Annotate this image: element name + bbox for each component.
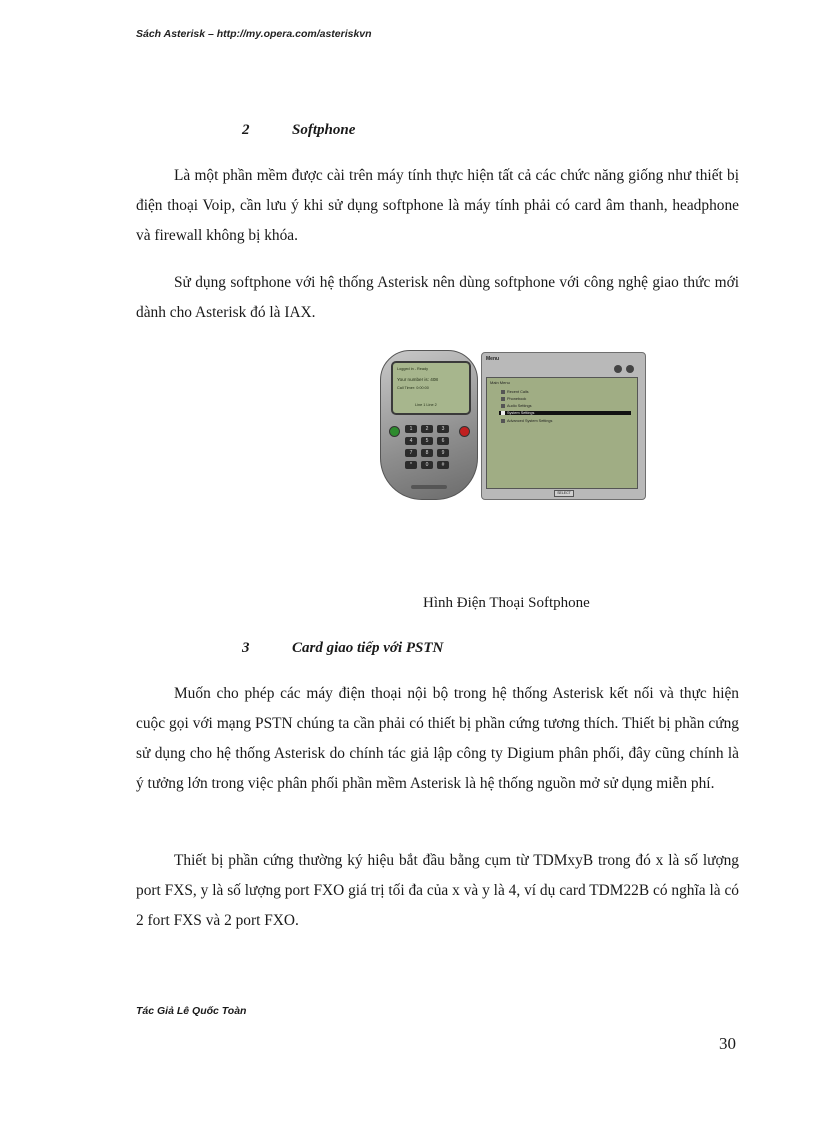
paragraph-tdm-card: Thiết bị phần cứng thường ký hiệu bắt đầu bằng cụm từ TDMxyB trong đó x là số lượng port FXS, y là số lượng port FXO giá trị tối đa của x và y là 4, ví dụ card TDM22B có nghĩa là có 2 fort FXS và 2 port FXO. xyxy=(136,852,739,929)
phone-display xyxy=(391,361,471,415)
section-heading-pstn-card xyxy=(242,640,443,657)
menu-item-icon xyxy=(501,411,505,415)
menu-item-label: Advanced System Settings xyxy=(507,419,553,423)
menu-display xyxy=(486,377,638,489)
section-title: Card giao tiếp với PSTN xyxy=(292,640,444,656)
menu-item xyxy=(501,390,529,394)
menu-item-label: Recent Calls xyxy=(507,390,529,394)
menu-item-icon xyxy=(501,397,505,401)
keypad-key: 3 xyxy=(437,425,449,433)
menu-item-icon xyxy=(501,419,505,423)
menu-item-icon xyxy=(501,390,505,394)
phone-bottom-bar xyxy=(411,485,447,489)
menu-item xyxy=(501,397,526,401)
softphone-figure xyxy=(380,350,645,500)
keypad-key: 7 xyxy=(405,449,417,457)
menu-panel-title: Menu xyxy=(486,356,500,362)
menu-item-label: Audio Settings xyxy=(507,404,532,408)
keypad-key: 6 xyxy=(437,437,449,445)
keypad-key: 5 xyxy=(421,437,433,445)
phone-display-line: Logged in - Ready xyxy=(397,367,429,371)
phone-display-line: Your number is: 408 xyxy=(397,377,438,382)
keypad-key: 1 xyxy=(405,425,417,433)
hangup-button-icon xyxy=(459,426,470,437)
menu-breadcrumb: Main Menu xyxy=(490,380,510,385)
section-number: 2 xyxy=(242,122,250,138)
phone-display-line: Call Timer: 0:00:00 xyxy=(397,386,429,390)
menu-item-label: System Settings xyxy=(507,411,535,415)
keypad-key: * xyxy=(405,461,417,469)
section-title: Softphone xyxy=(292,122,356,138)
menu-prev-icon xyxy=(614,365,622,373)
phone-display-line: Line 1 Line 2 xyxy=(415,403,437,407)
keypad-key: 0 xyxy=(421,461,433,469)
page-number: 30 xyxy=(719,1034,736,1053)
menu-item-icon xyxy=(501,404,505,408)
menu-select-button: SELECT xyxy=(554,490,574,497)
menu-item xyxy=(501,419,552,423)
softphone-handset-image xyxy=(380,350,478,500)
keypad-key: 4 xyxy=(405,437,417,445)
keypad xyxy=(405,425,453,481)
running-footer-author: Tác Giả Lê Quốc Toàn xyxy=(136,1005,247,1017)
keypad-key: 2 xyxy=(421,425,433,433)
softphone-menu-panel xyxy=(481,352,646,500)
keypad-key: 9 xyxy=(437,449,449,457)
paragraph-softphone-iax: Sử dụng softphone với hệ thống Asterisk nên dùng softphone với công nghệ giao thức mới dành cho Asterisk đó là IAX. xyxy=(136,274,739,321)
section-heading-softphone xyxy=(242,122,355,139)
section-number: 3 xyxy=(242,640,250,656)
menu-next-icon xyxy=(626,365,634,373)
call-button-icon xyxy=(389,426,400,437)
menu-item-label: Phonebook xyxy=(507,397,527,401)
figure-caption: Hình Điện Thoại Softphone xyxy=(423,595,590,611)
keypad-key: # xyxy=(437,461,449,469)
menu-item xyxy=(501,404,532,408)
paragraph-pstn-hardware: Muốn cho phép các máy điện thoại nội bộ trong hệ thống Asterisk kết nối và thực hiện cuộc gọi với mạng PSTN chúng ta cần phải có thiết bị phần cứng tương thích. Thiết bị phần cứng sử dụng cho hệ thống Asterisk do chính tác giả lập công ty Digium phân phối, đây cũng chính là ý tưởng lớn trong việc phân phối phần mềm Asterisk là hệ thống nguồn mở sử dụng miễn phí. xyxy=(136,685,739,792)
running-header: Sách Asterisk – http://my.opera.com/asteriskvn xyxy=(136,28,372,40)
keypad-key: 8 xyxy=(421,449,433,457)
paragraph-softphone-definition: Là một phần mềm được cài trên máy tính thực hiện tất cả các chức năng giống như thiết bị điện thoại Voip, cần lưu ý khi sử dụng softphone là máy tính phải có card âm thanh, headphone và firewall không bị khóa. xyxy=(136,167,739,244)
menu-item-selected xyxy=(499,411,631,415)
